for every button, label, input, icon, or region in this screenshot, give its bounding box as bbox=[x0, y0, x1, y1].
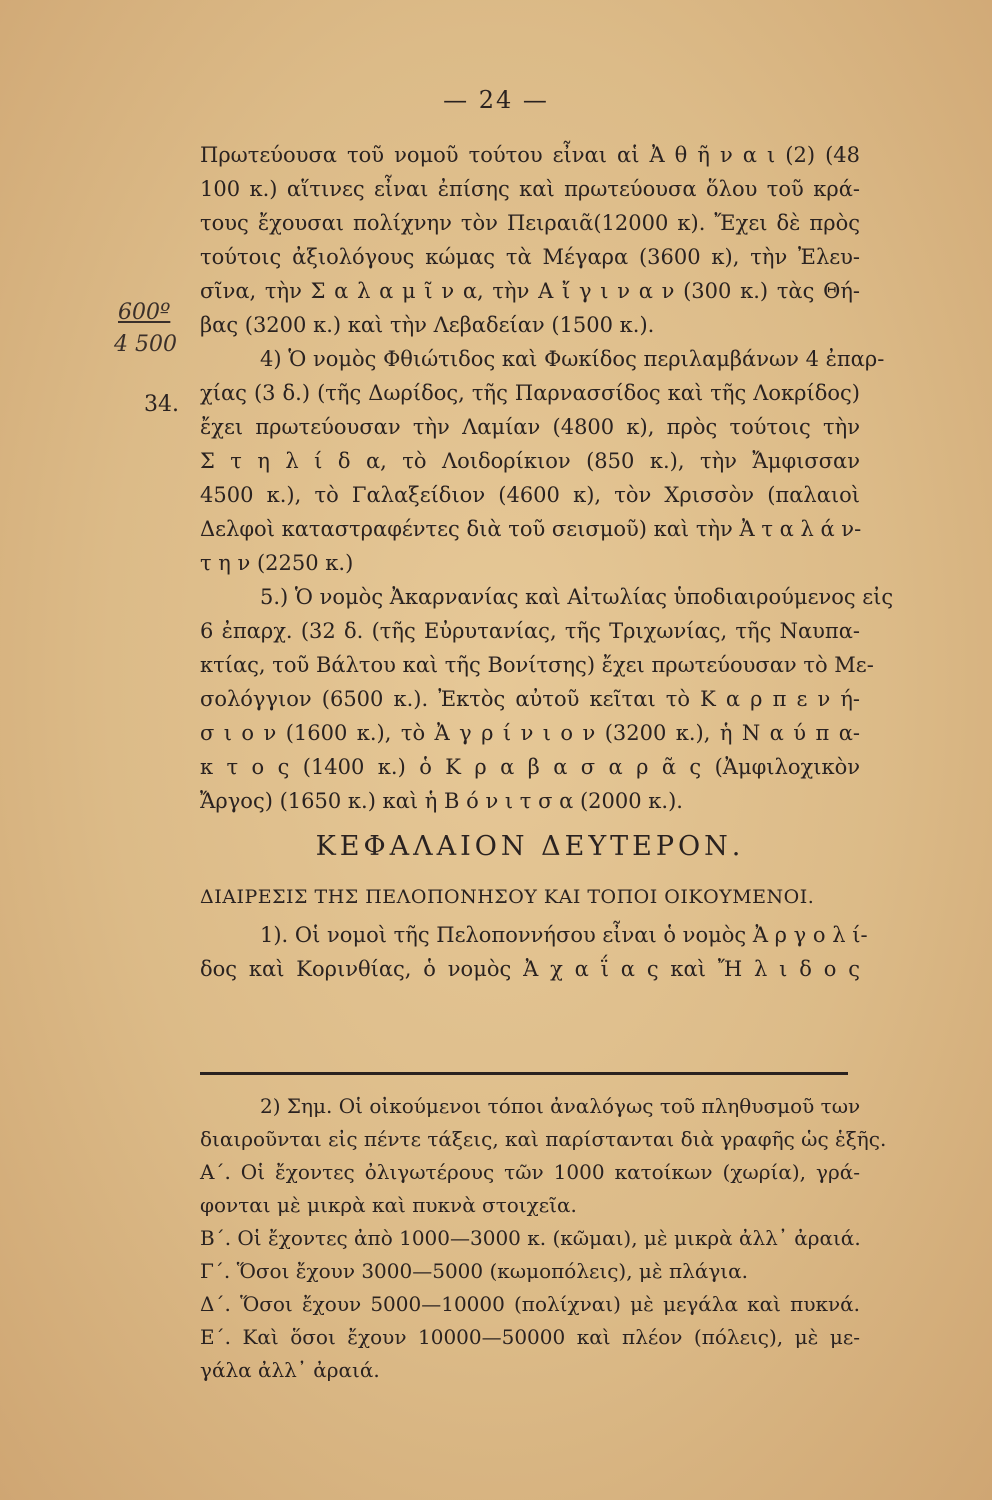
footnote-line: Δ΄. Ὅσοι ἔχουν 5000—10000 (πολίχναι) μὲ μεγάλα καὶ πυκνά. bbox=[200, 1292, 860, 1316]
text-line: Ἄργος) (1650 κ.) καὶ ἡ Β ό ν ι τ σ α (2000 κ.). bbox=[200, 789, 683, 813]
text-line: Δελφοὶ καταστραφέντες διὰ τοῦ σεισμοῦ) καὶ τὴν Ἀ τ α λ ά ν- bbox=[200, 517, 862, 541]
text-line: βας (3200 κ.) καὶ τὴν Λεβαδείαν (1500 κ.). bbox=[200, 313, 655, 337]
text-line: κ τ ο ς (1400 κ.) ὁ Κ ρ α β α σ α ρ ᾶ ς (Ἀμφιλοχικὸν bbox=[200, 755, 860, 779]
text-line: Σ τ η λ ί δ α, τὸ Λοιδορίκιον (850 κ.), τὴν Ἄμφισσαν bbox=[200, 449, 860, 473]
text-line: χίας (3 δ.) (τῆς Δωρίδος, τῆς Παρνασσίδος καὶ τῆς Λοκρίδος) bbox=[200, 381, 860, 405]
footnote-divider bbox=[200, 1072, 848, 1075]
text-line: 5.) Ὁ νομὸς Ἀκαρνανίας καὶ Αἰτωλίας ὑποδιαιρούμενος εἰς bbox=[260, 585, 894, 609]
footnote bbox=[200, 1090, 887, 1387]
text-line: σ ι ο ν (1600 κ.), τὸ Ἀ γ ρ ί ν ι ο ν (3200 κ.), ἡ Ν α ύ π α- bbox=[200, 721, 860, 745]
footnote-line: 2) Σημ. Οἱ οἰκούμενοι τόποι ἀναλόγως τοῦ πληθυσμοῦ των bbox=[260, 1094, 861, 1118]
text-line: σῖνα, τὴν Σ α λ α μ ῖ ν α, τὴν Α ἴ γ ι ν α ν (300 κ.) τὰς Θή- bbox=[200, 279, 860, 303]
text-line: 6 ἐπαρχ. (32 δ. (τῆς Εὐρυτανίας, τῆς Τριχωνίας, τῆς Ναυπα- bbox=[200, 619, 860, 643]
text-line: ἔχει πρωτεύουσαν τὴν Λαμίαν (4800 κ), πρὸς τούτοις τὴν bbox=[200, 415, 860, 439]
footnote-line: Γ΄. Ὅσοι ἔχουν 3000—5000 (κωμοπόλεις), μὲ πλάγια. bbox=[200, 1259, 748, 1283]
page-number: — 24 — bbox=[443, 86, 549, 114]
text-line: 4) Ὁ νομὸς Φθιώτιδος καὶ Φωκίδος περιλαμβάνων 4 ἐπαρ- bbox=[260, 347, 885, 371]
footnote-line: διαιροῦνται εἰς πέντε τάξεις, καὶ παρίστανται διὰ γραφῆς ὡς ἑξῆς. bbox=[200, 1127, 887, 1151]
text-line: σολόγγιον (6500 κ.). Ἐκτὸς αὐτοῦ κεῖται τὸ Κ α ρ π ε ν ή- bbox=[200, 687, 860, 711]
footnote-line: φονται μὲ μικρὰ καὶ πυκνὰ στοιχεῖα. bbox=[200, 1193, 577, 1217]
chapter-heading: ΚΕΦΑΛΑΙΟΝ ΔΕΥΤΕΡΟΝ. bbox=[315, 831, 745, 862]
main-text bbox=[200, 138, 894, 986]
text-line: Πρωτεύουσα τοῦ νομοῦ τούτου εἶναι αἱ Ἀ θ ῆ ν α ι (2) (48 bbox=[200, 143, 860, 167]
text-line: 100 κ.) αἵτινες εἶναι ἐπίσης καὶ πρωτεύουσα ὅλου τοῦ κρά- bbox=[200, 177, 860, 201]
chapter-subheading: ΔΙΑΙΡΕΣΙΣ ΤΗΣ ΠΕΛΟΠΟΝΗΣΟΥ ΚΑΙ ΤΟΠΟΙ ΟΙΚΟΥΜΕΝΟΙ. bbox=[200, 886, 815, 908]
text-line: τούτοις ἀξιολόγους κώμας τὰ Μέγαρα (3600 κ), τὴν Ἐλευ- bbox=[200, 245, 860, 269]
text-line: τους ἔχουσαι πολίχνην τὸν Πειραιᾶ(12000 κ). Ἔχει δὲ πρὸς bbox=[200, 211, 860, 235]
footnote-line: Β΄. Οἱ ἔχοντες ἀπὸ 1000—3000 κ. (κῶμαι), μὲ μικρὰ ἀλλ᾽ ἀραιά. bbox=[200, 1226, 861, 1250]
footnote-line: γάλα ἀλλ᾽ ἀραιά. bbox=[200, 1358, 380, 1382]
margin-number: 34. bbox=[144, 392, 179, 417]
text-line: τ η ν (2250 κ.) bbox=[200, 551, 354, 575]
text-line: 4500 κ.), τὸ Γαλαξείδιον (4600 κ), τὸν Χρισσὸν (παλαιοὶ bbox=[200, 483, 860, 507]
handwritten-note: 4 500 bbox=[114, 332, 177, 357]
text-line: 1). Οἱ νομοὶ τῆς Πελοποννήσου εἶναι ὁ νομὸς Ἀ ρ γ ο λ ί- bbox=[260, 923, 868, 947]
footnote-line: Ε΄. Καὶ ὅσοι ἔχουν 10000—50000 καὶ πλέον (πόλεις), μὲ με- bbox=[200, 1325, 860, 1349]
text-line: δος καὶ Κορινθίας, ὁ νομὸς Ἀ χ α ΐ α ς καὶ Ἤ λ ι δ ο ς bbox=[200, 957, 860, 981]
footnote-line: Α΄. Οἱ ἔχοντες ὀλιγωτέρους τῶν 1000 κατοίκων (χωρία), γρά- bbox=[200, 1160, 860, 1184]
handwritten-note: 600º bbox=[118, 300, 171, 325]
text-line: κτίας, τοῦ Βάλτου καὶ τῆς Βονίτσης) ἔχει πρωτεύουσαν τὸ Με- bbox=[200, 653, 874, 677]
